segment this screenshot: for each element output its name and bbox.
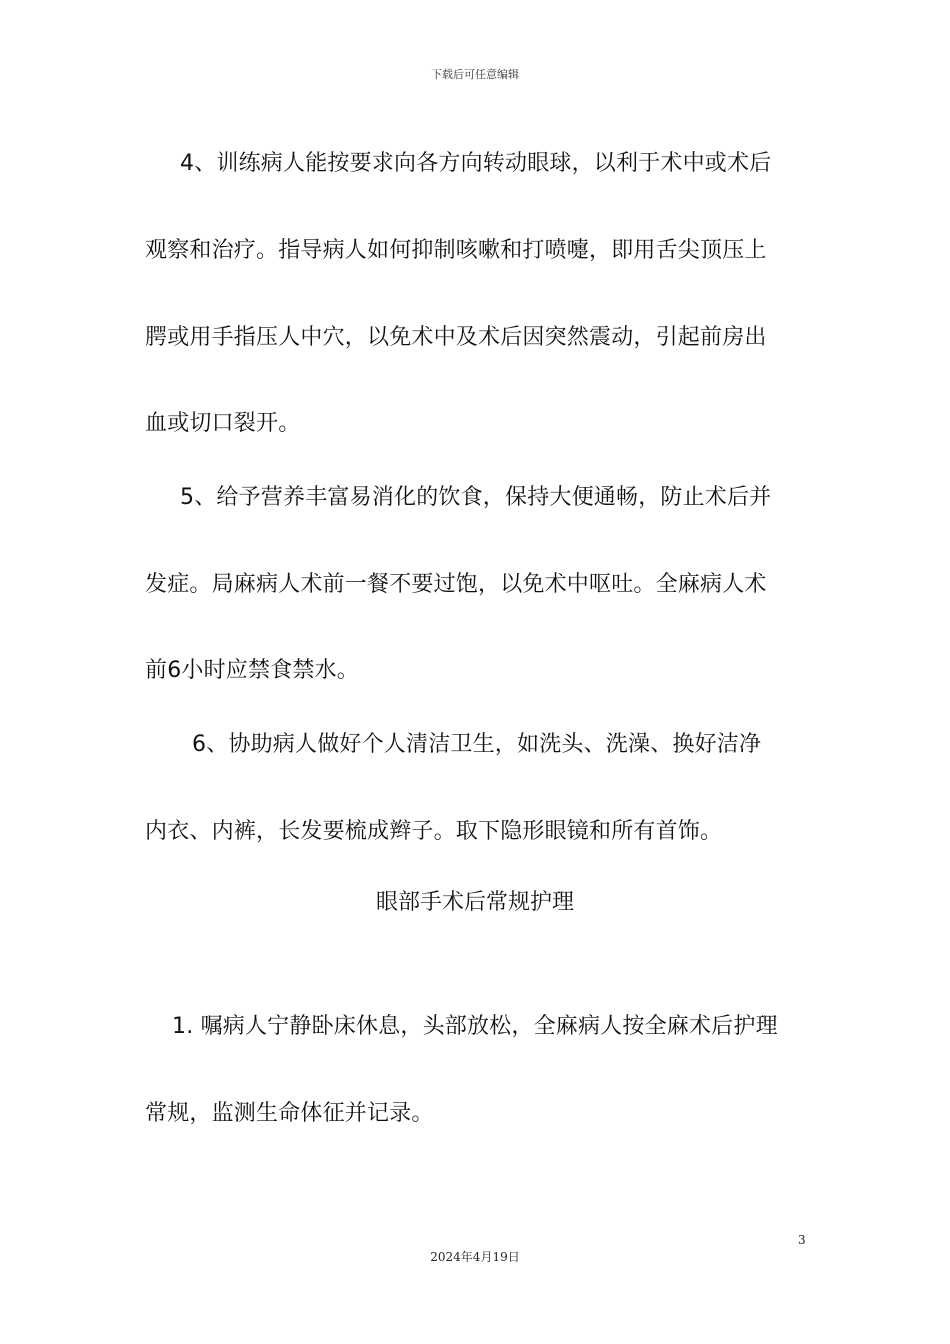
paragraph-line: 4、训练病人能按要求向各方向转动眼球，以利于术中或术后	[180, 151, 772, 176]
page-number: 3	[798, 1233, 806, 1247]
paragraph-line: 内衣、内裤，长发要梳成辫子。取下隐形眼镜和所有首饰。	[145, 819, 723, 844]
paragraph-line: 血或切口裂开。	[145, 411, 301, 436]
paragraph-line: 5、给予营养丰富易消化的饮食，保持大便通畅，防止术后并	[180, 485, 772, 510]
page-footer-date: 2024年4月19日	[430, 1250, 520, 1264]
section-heading: 眼部手术后常规护理	[375, 890, 574, 915]
page-header: 下载后可任意编辑	[431, 68, 519, 81]
paragraph-line: 1. 嘱病人宁静卧床休息，头部放松，全麻病人按全麻术后护理	[172, 1014, 778, 1039]
paragraph-line: 前6小时应禁食禁水。	[145, 658, 359, 683]
paragraph-line: 发症。局麻病人术前一餐不要过饱，以免术中呕吐。全麻病人术	[145, 572, 767, 597]
paragraph-line: 观察和治疗。指导病人如何抑制咳嗽和打喷嚏，即用舌尖顶压上	[145, 238, 767, 263]
paragraph-line: 常规，监测生命体征并记录。	[145, 1101, 434, 1126]
paragraph-line: 6、协助病人做好个人清洁卫生，如洗头、洗澡、换好洁净	[192, 732, 762, 757]
paragraph-line: 腭或用手指压人中穴，以免术中及术后因突然震动，引起前房出	[145, 325, 767, 350]
